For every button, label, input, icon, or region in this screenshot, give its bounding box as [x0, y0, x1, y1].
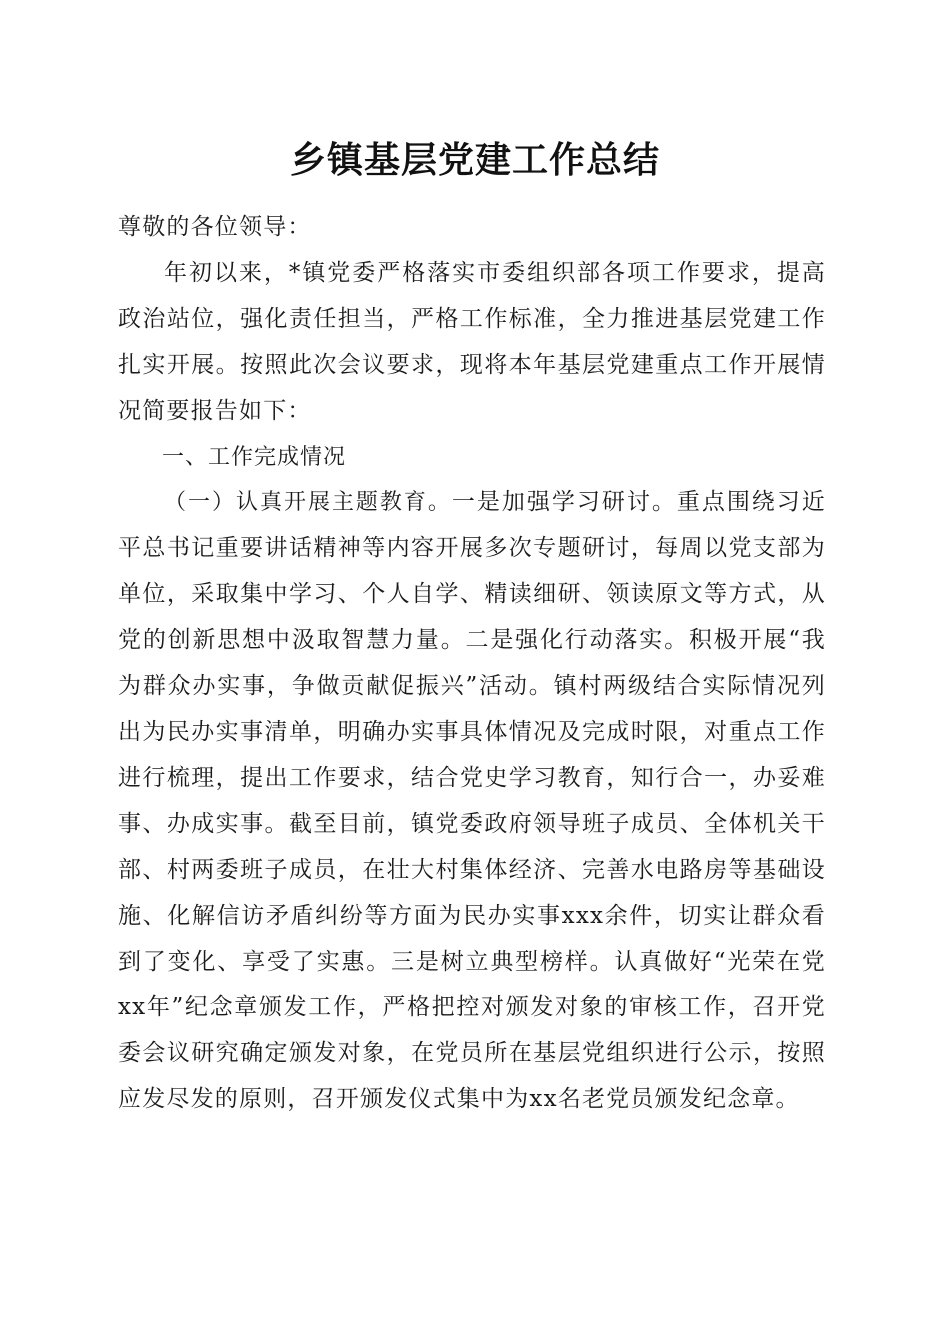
subsection-paragraph	[118, 480, 826, 1123]
intro-paragraph: 年初以来，*镇党委严格落实市委组织部各项工作要求，提高政治站位，强化责任担当，严格工作标准，全力推进基层党建工作扎实开展。按照此次会议要求，现将本年基层党建重点工作开展情况简要报告如下：	[118, 259, 826, 424]
subsection-heading: （一）认真开展主题教育。	[164, 490, 452, 516]
document-title: 乡镇基层党建工作总结	[289, 139, 660, 181]
section-heading: 一、工作完成情况	[162, 444, 347, 470]
document-body	[118, 205, 826, 1123]
subsection-body: 一是加强学习研讨。重点围绕习近平总书记重要讲话精神等内容开展多次专题研讨，每周以党支部为单位，采取集中学习、个人自学、精读细研、领读原文等方式，从党的创新思想中汲取智慧力量。二是强化行动落实。积极开展“我为群众办实事，争做贡献促振兴”活动。镇村两级结合实际情况列出为民办实事清单，明确办实事具体情况及完成时限，对重点工作进行梳理，提出工作要求，结合党史学习教育，知行合一，办妥难事、办成实事。截至目前，镇党委政府领导班子成员、全体机关干部、村两委班子成员，在壮大村集体经济、完善水电路房等基础设施、化解信访矛盾纠纷等方面为民办实事xxx余件，切实让群众看到了变化、享受了实惠。三是树立典型榜样。认真做好“光荣在党xx年”纪念章颁发工作，严格把控对颁发对象的审核工作，召开党委会议研究确定颁发对象，在党员所在基层党组织进行公示，按照应发尽发的原则，召开颁发仪式集中为xx名老党员颁发纪念章。	[118, 489, 826, 1113]
salutation: 尊敬的各位领导：	[118, 214, 312, 240]
